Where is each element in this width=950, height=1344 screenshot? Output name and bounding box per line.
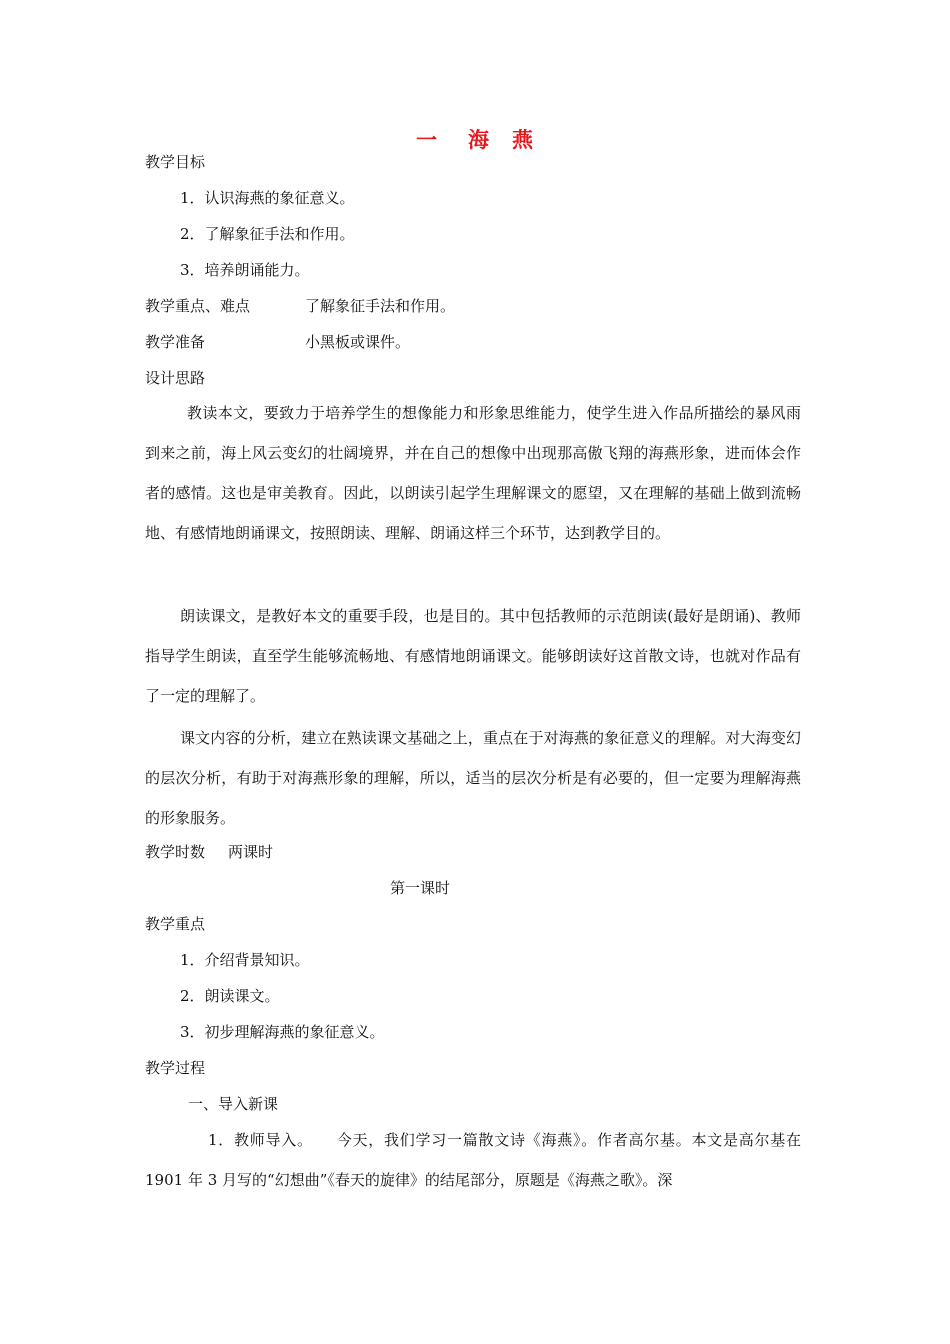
intro-paragraph: 1．教师导入。 今天，我们学习一篇散文诗《海燕》。作者高尔基。本文是高尔基在 1901 年 3 月写的“幻想曲”《春天的旋律》的结尾部分，原题是《海燕之歌》。深 (145, 1131, 801, 1189)
design-paragraph: 课文内容的分析，建立在熟读课文基础之上，重点在于对海燕的象征意义的理解。对大海变幻的层次分析，有助于对海燕形象的理解，所以，适当的层次分析是有必要的，但一定要为理解海燕的形象服务。 (145, 729, 801, 827)
hours-value: 两课时 (228, 843, 274, 861)
design-paragraph: 朗读课文，是教好本文的重要手段，也是目的。其中包括教师的示范朗读(最好是朗诵)、教师指导学生朗读，直至学生能够流畅地、有感情地朗诵课文。能够朗读好这首散文诗，也就对作品有了一定的理解了。 (145, 607, 801, 705)
title-word-1: 海 (468, 127, 490, 152)
process-step: 一、导入新课 (188, 1095, 279, 1113)
focus-item: 1．介绍背景知识。 (180, 951, 310, 969)
focus-heading: 教学重点 (145, 915, 206, 933)
hours-row (145, 841, 274, 863)
design-heading: 设计思路 (145, 369, 206, 387)
focus-item: 2．朗读课文。 (180, 987, 280, 1005)
goals-heading: 教学目标 (145, 153, 206, 171)
hours-label: 教学时数 (145, 843, 206, 861)
lesson-title (0, 124, 950, 154)
goal-item: 1．认识海燕的象征意义。 (180, 189, 355, 207)
prep-value: 小黑板或课件。 (305, 333, 411, 351)
goal-item: 3．培养朗诵能力。 (180, 261, 310, 279)
focus-item: 3．初步理解海燕的象征意义。 (180, 1023, 385, 1041)
process-heading: 教学过程 (145, 1059, 206, 1077)
prep-label: 教学准备 (145, 333, 206, 351)
key-points-row (145, 295, 456, 317)
title-word-2: 燕 (512, 127, 534, 152)
title-number: 一 (416, 127, 438, 152)
lesson-heading: 第一课时 (389, 879, 450, 897)
goal-item: 2．了解象征手法和作用。 (180, 225, 355, 243)
key-points-value: 了解象征手法和作用。 (305, 297, 456, 315)
key-points-label: 教学重点、难点 (145, 297, 251, 315)
prep-row (145, 331, 411, 353)
design-paragraph: 教读本文，要致力于培养学生的想像能力和形象思维能力，使学生进入作品所描绘的暴风雨到来之前，海上风云变幻的壮阔境界，并在自己的想像中出现那高傲飞翔的海燕形象，进而体会作者的感情。这也是审美教育。因此，以朗读引起学生理解课文的愿望，又在理解的基础上做到流畅地、有感情地朗诵课文，按照朗读、理解、朗诵这样三个环节，达到教学目的。 (145, 404, 801, 542)
